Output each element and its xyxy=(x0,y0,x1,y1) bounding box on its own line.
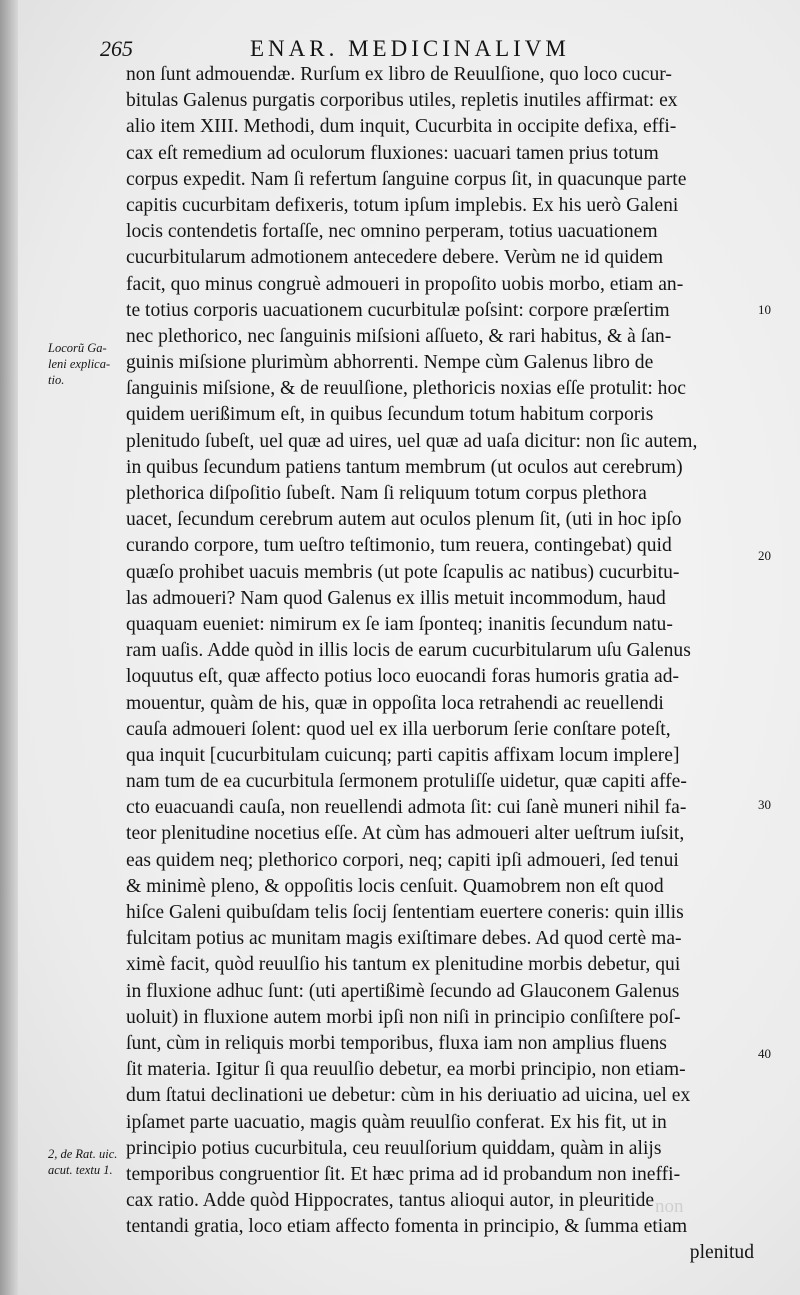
text-line: ſit materia. Igitur ſi qua reuulſio debetur, ea morbi principio, non etiam- xyxy=(126,1059,686,1081)
text-line: ximè facit, quòd reuulſio his tantum ex plenitudine morbis debetur, qui xyxy=(126,954,681,976)
margin-note-line: acut. textu 1. xyxy=(48,1163,113,1177)
text-line: guinis miſsione plurimùm abhorrenti. Nempe cùm Galenus libro de xyxy=(126,352,654,374)
text-line: fulcitam potius ac munitam magis exiſtimare debes. Ad quod certè ma- xyxy=(126,928,682,950)
text-line: ſunt, cùm in reliquis morbi temporibus, fluxa iam non amplius fluens xyxy=(126,1032,667,1054)
text-line: ſanguinis miſsione, & de reuulſione, plethoricis noxias eſſe protulit: hoc xyxy=(126,378,686,400)
line-number: 20 xyxy=(758,548,771,563)
text-line: quidem uerißimum eſt, in quibus ſecundum totum habitum corporis xyxy=(126,404,654,426)
text-line: alio item XIII. Methodi, dum inquit, Cucurbita in occipite defixa, effi- xyxy=(126,116,677,138)
text-line: quaquam eueniet: nimirum ex ſe iam ſponteq; inanitis ſecundum natu- xyxy=(126,613,673,635)
text-line: corpus expedit. Nam ſi refertum ſanguine corpus ſit, in quacunque parte xyxy=(126,168,687,190)
text-line: in quibus ſecundum patiens tantum membrum (ut oculos aut cerebrum) xyxy=(126,456,683,478)
page-gutter-shadow xyxy=(0,0,18,1295)
text-line: teor plenitudine nocetius eſſe. At cùm has admoueri alter ueſtrum iuſsit, xyxy=(126,823,685,845)
margin-note-line: 2, de Rat. uic. xyxy=(48,1147,118,1161)
text-line: te totius corporis uacuationem cucurbitulæ poſsint: corpore præſertim xyxy=(126,299,670,321)
text-line-catchword: plenitud xyxy=(689,1242,754,1264)
text-line: uoluit) in fluxione autem morbi ipſi non niſi in principio conſiſtere poſ- xyxy=(126,1006,681,1028)
text-line: cax eſt remedium ad oculorum fluxiones: uacuari tamen prius totum xyxy=(126,142,659,164)
text-line: cucurbitularum admotionem antecedere debere. Verùm ne id quidem xyxy=(126,247,664,269)
text-line: loquutus eſt, quæ affecto potius loco euocandi foras humoris gratia ad- xyxy=(126,666,680,688)
margin-note-line: Locorũ Ga- xyxy=(48,341,107,355)
text-line: non ſunt admouendæ. Rurſum ex libro de Reuulſione, quo loco cucur- xyxy=(126,64,672,85)
text-line: ram uaſis. Adde quòd in illis locis de earum cucurbitularum uſu Galenus xyxy=(126,640,691,662)
text-line: bitulas Galenus purgatis corporibus utiles, repletis inutiles affirmat: ex xyxy=(126,90,678,112)
text-line: quæſo prohibet uacuis membris (ut pote ſcapulis ac natibus) cucurbitu- xyxy=(126,561,680,583)
text-line: cax ratio. Adde quòd Hippocrates, tantus alioqui autor, in pleuritide xyxy=(126,1190,655,1212)
text-line: las admoueri? Nam quod Galenus ex illis metuit incommodum, haud xyxy=(126,587,666,609)
margin-note-reference xyxy=(48,1146,124,1178)
text-line: nam tum de ea cucurbitula ſermonem protuliſſe uidetur, quæ capiti affe- xyxy=(126,771,687,793)
text-line: capitis cucurbitam defixeris, totum ipſum implebis. Ex his uerò Galeni xyxy=(126,194,679,216)
margin-note-gloss xyxy=(48,340,124,388)
text-line: temporibus congruentior ſit. Et hæc prima ad id probandum non ineffi- xyxy=(126,1163,681,1185)
text-line: in fluxione adhuc ſunt: (uti apertißimè ſecundo ad Glauconem Galenus xyxy=(126,980,680,1002)
text-line: principio potius cucurbitula, ceu reuulſorium quiddam, quàm in alijs xyxy=(126,1137,662,1159)
text-line: uacet, ſecundum cerebrum autem aut oculos plenum ſit, (uti in hoc ipſo xyxy=(126,509,682,531)
text-line: nec plethorico, nec ſanguinis miſsioni aſſueto, & rari habitus, & à ſan- xyxy=(126,325,672,347)
text-line: plenitudo ſubeſt, uel quæ ad uires, uel quæ ad uaſa dicitur: non ſic autem, xyxy=(126,430,698,452)
main-text-block xyxy=(126,62,754,1267)
folio-number: 265 xyxy=(100,36,133,61)
text-line: qua inquit [cucurbitulam cuicunq; parti capitis affixam locum implere] xyxy=(126,744,680,766)
text-line: facit, quo minus congruè admoueri in propoſito uobis morbo, etiam an- xyxy=(126,273,684,295)
text-line: tentandi gratia, loco etiam affecto fomenta in principio, & ſumma etiam xyxy=(126,1216,688,1238)
text-line: cto euacuandi cauſa, non reuellendi admota ſit: cui ſanè muneri nihil fa- xyxy=(126,797,687,819)
text-line: & minimè pleno, & oppoſitis locis cenſuit. Quamobrem non eſt quod xyxy=(126,875,664,897)
text-line: dum ſtatui declinationi ue debetur: cùm in his deriuatio ad uicina, uel ex xyxy=(126,1085,691,1107)
running-title: ENAR. MEDICINALIVM xyxy=(250,36,570,61)
text-line: eas quidem neq; plethorico corpori, neq; capiti ipſi admoueri, ſed tenui xyxy=(126,849,679,871)
text-line: plethorica diſpoſitio ſubeſt. Nam ſi reliquum totum corpus plethora xyxy=(126,483,647,504)
line-number: 30 xyxy=(758,797,771,812)
margin-note-line: tio. xyxy=(48,373,65,387)
margin-note-line: leni explica- xyxy=(48,357,111,371)
text-line: locis contendetis fortaſſe, nec omnino perperam, totius uacuationem xyxy=(126,221,658,243)
text-line: mouentur, quàm de his, quæ in oppoſita loca retrahendi ac reuellendi xyxy=(126,692,664,714)
text-line: hiſce Galeni quibuſdam telis ſocij ſententiam euertere coneris: quin illis xyxy=(126,902,684,923)
line-number: 10 xyxy=(758,302,771,317)
text-line: curando corpore, tum ueſtro teſtimonio, tum reuera, contingebat) quid xyxy=(126,535,672,557)
line-number: 40 xyxy=(758,1046,771,1061)
text-line: cauſa admoueri ſolent: quod uel ex illa uerborum ſerie conſtare poteſt, xyxy=(126,718,671,740)
bleed-through-catchword: non xyxy=(655,1196,684,1217)
text-line: ipſamet parte uacuatio, magis quàm reuulſio conferat. Ex his fit, ut in xyxy=(126,1111,667,1133)
